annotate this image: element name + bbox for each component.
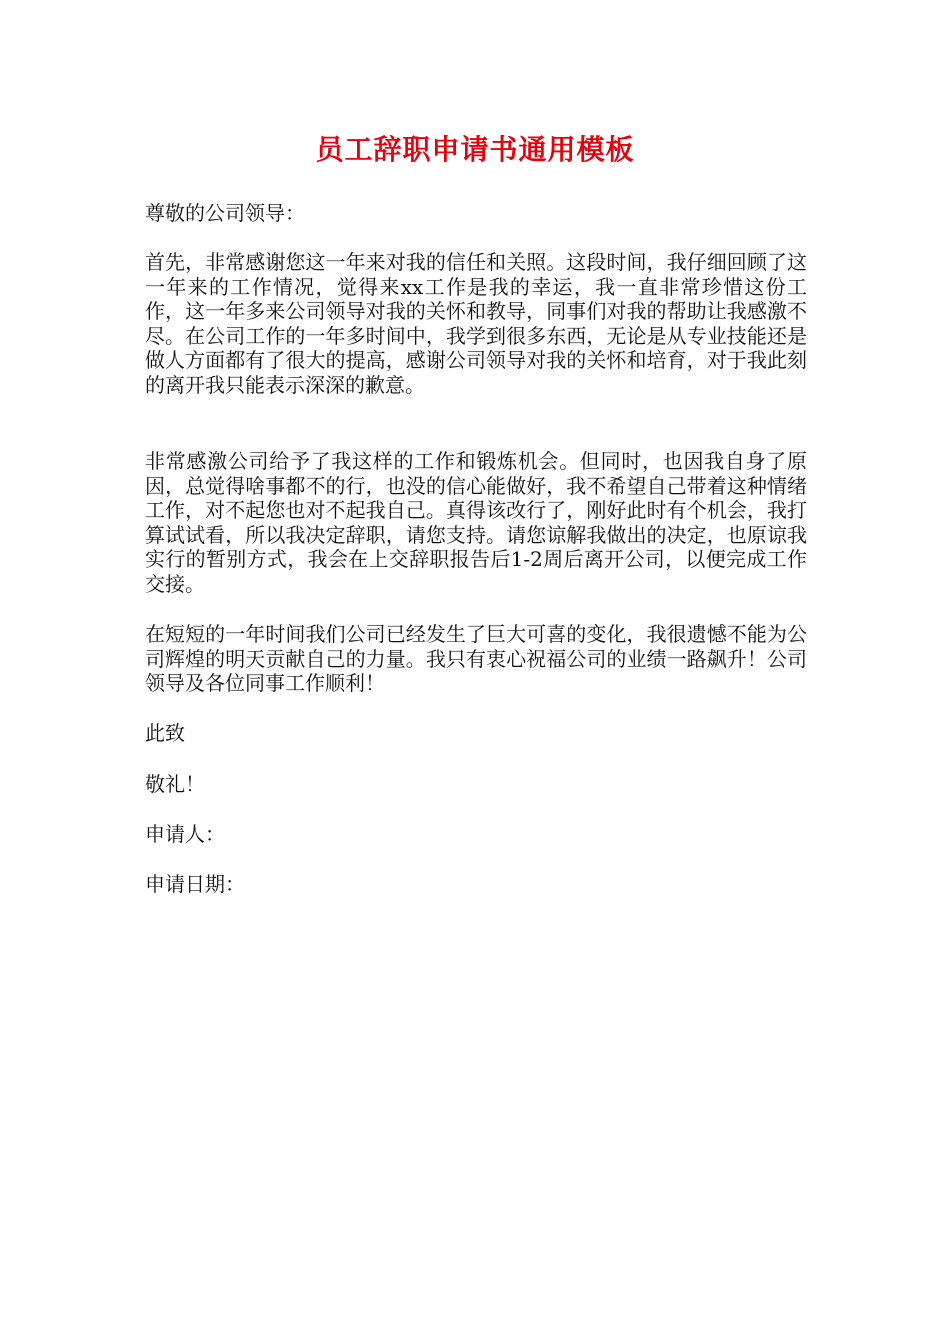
paragraph-gratitude: 首先，非常感谢您这一年来对我的信任和关照。这段时间，我仔细回顾了这一年来的工作情况，觉得来xx工作是我的幸运，我一直非常珍惜这份工作，这一年多来公司领导对我的关怀和教导，同事们对我的帮助让我感激不尽。在公司工作的一年多时间中，我学到很多东西，无论是从专业技能还是做人方面都有了很大的提高，感谢公司领导对我的关怀和培育，对于我此刻的离开我只能表示深深的歉意。 xyxy=(145,250,807,397)
paragraph-resignation-reason: 非常感激公司给予了我这样的工作和锻炼机会。但同时，也因我自身了原因，总觉得啥事都不的行，也没的信心能做好，我不希望自己带着这种情绪工作，对不起您也对不起我自己。真得该改行了，刚好此时有个机会，我打算试试看，所以我决定辞职，请您支持。请您谅解我做出的决定，也原谅我实行的暂别方式，我会在上交辞职报告后1-2周后离开公司，以便完成工作交接。 xyxy=(145,449,807,596)
document-title: 员工辞职申请书通用模板 xyxy=(315,133,635,166)
date-label: 申请日期： xyxy=(145,872,245,896)
paragraph-best-wishes: 在短短的一年时间我们公司已经发生了巨大可喜的变化，我很遗憾不能为公司辉煌的明天贡献自己的力量。我只有衷心祝福公司的业绩一路飙升！公司领导及各位同事工作顺利！ xyxy=(145,622,807,696)
closing-phrase: 此致 xyxy=(145,721,185,745)
respect-phrase: 敬礼！ xyxy=(145,772,205,796)
applicant-label: 申请人： xyxy=(145,822,225,846)
salutation: 尊敬的公司领导： xyxy=(145,201,305,225)
